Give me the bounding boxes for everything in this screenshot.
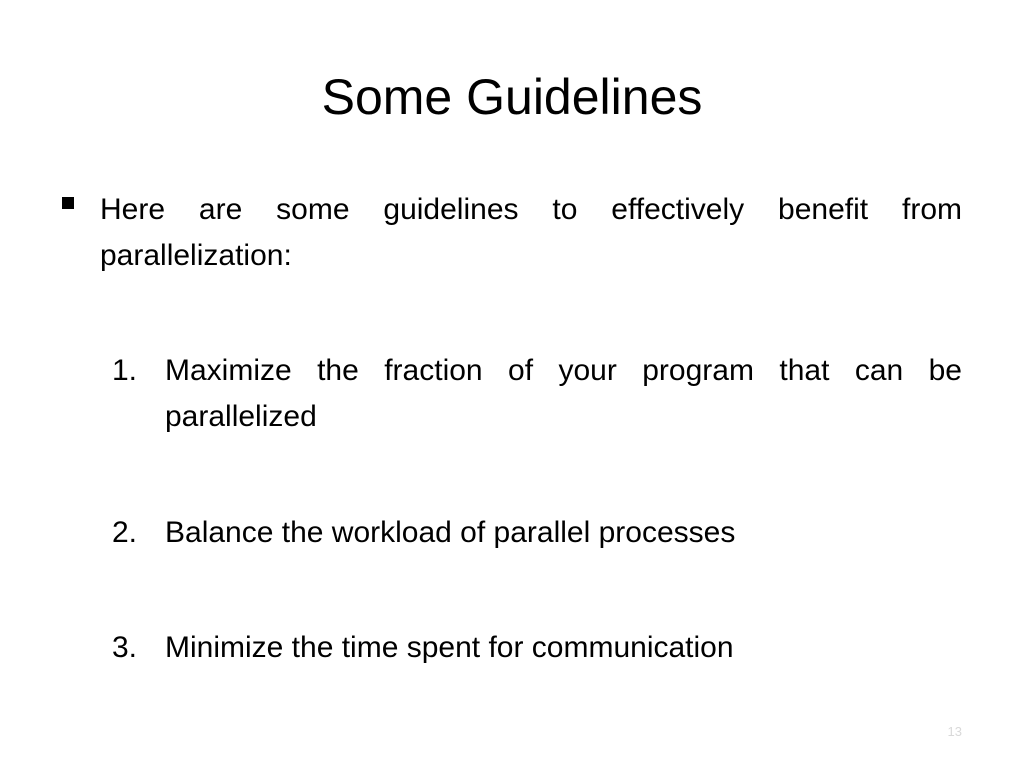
list-item-number: 1. xyxy=(112,354,138,387)
list-item xyxy=(112,510,962,556)
intro-text: Here are some guidelines to effectively benefit from parallelization: xyxy=(100,193,962,272)
list-item-number: 3. xyxy=(112,631,138,664)
square-bullet-icon xyxy=(62,197,74,209)
list-item-text: Balance the workload of parallel processes xyxy=(165,516,736,549)
list-item xyxy=(112,625,962,671)
list-item-text: Minimize the time spent for communication xyxy=(165,631,734,664)
intro-bullet xyxy=(62,187,962,279)
slide-title: Some Guidelines xyxy=(321,69,703,125)
list-item-number: 2. xyxy=(112,516,138,549)
page-number: 13 xyxy=(947,724,962,739)
list-item xyxy=(112,348,962,440)
list-item-text: Maximize the fraction of your program that can be parallelized xyxy=(165,354,962,433)
